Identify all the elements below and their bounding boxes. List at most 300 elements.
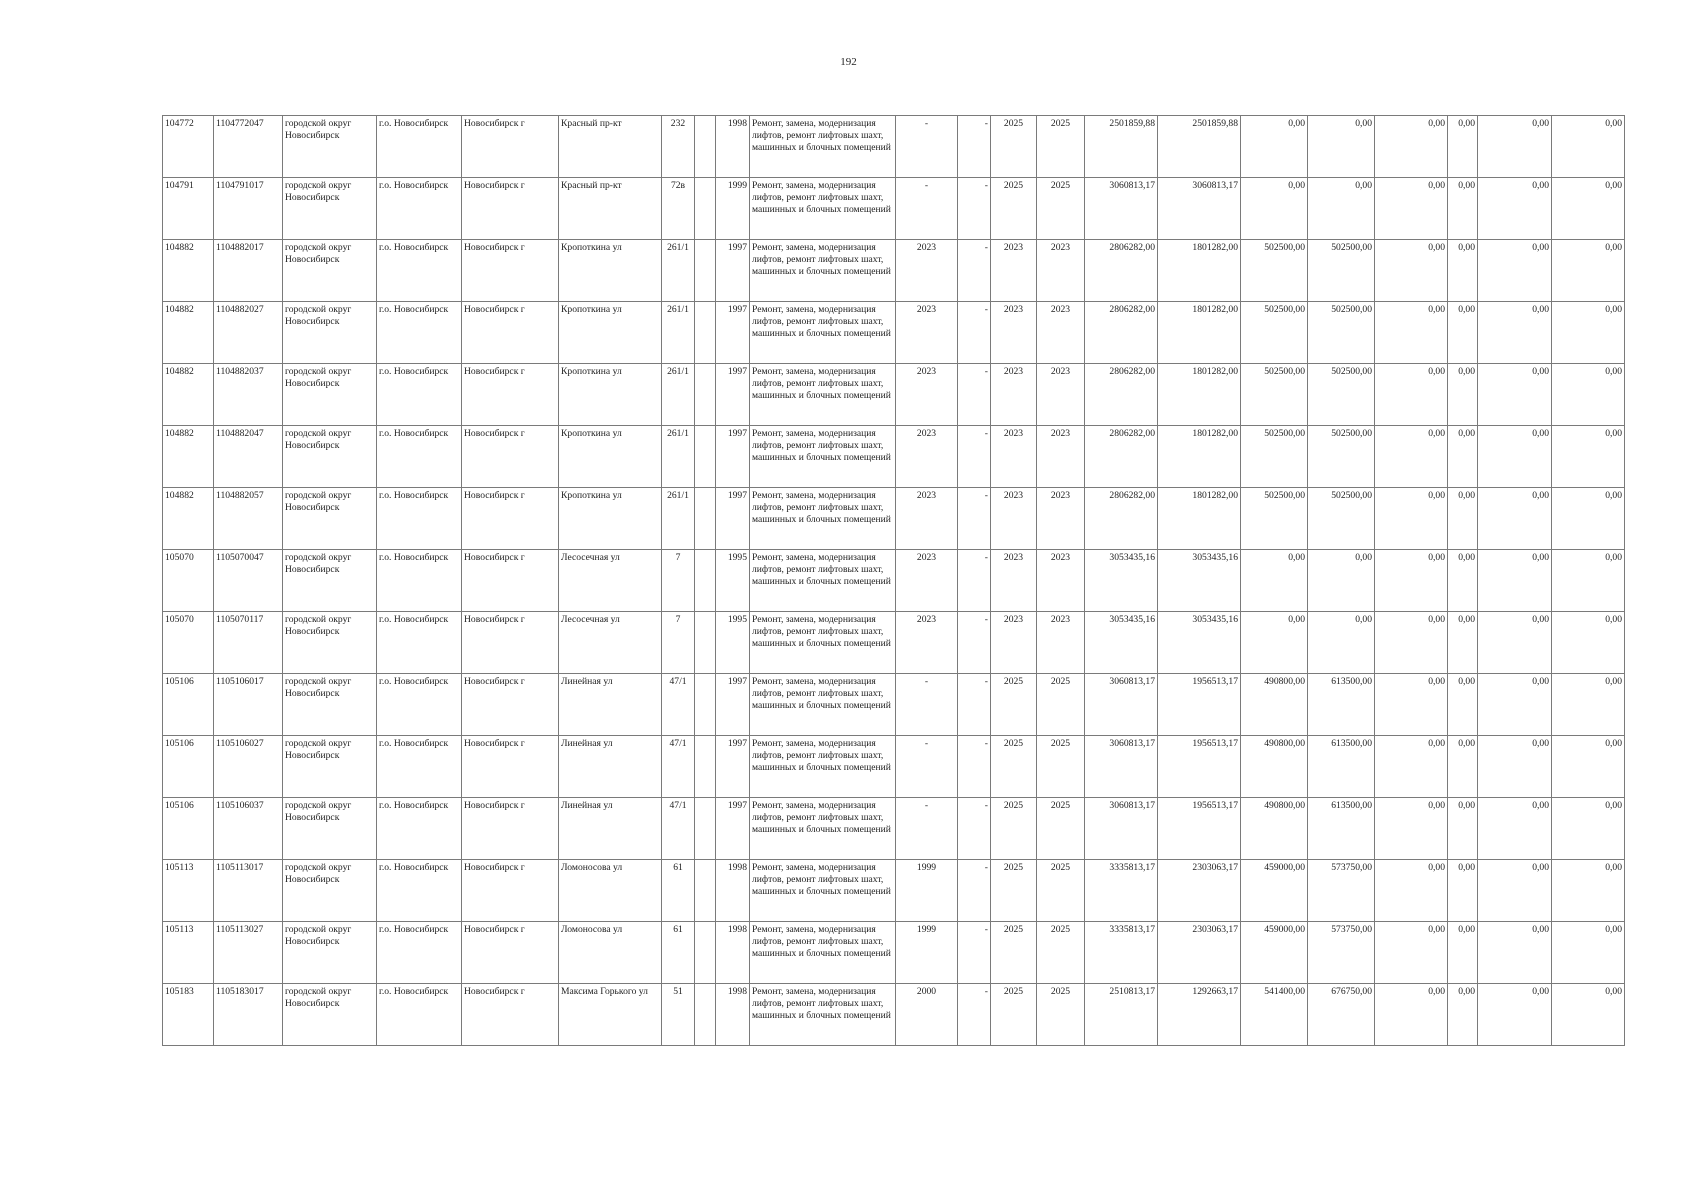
cell-settlement: Новосибирск г	[462, 984, 559, 1046]
cell-fund-amount: 1956513,17	[1158, 674, 1241, 736]
cell-other-funds: 0,00	[1375, 612, 1448, 674]
cell-house-code: 1104882047	[214, 426, 283, 488]
cell-house-code: 1105106027	[214, 736, 283, 798]
cell-col-21: 0,00	[1478, 612, 1552, 674]
cell-fund-amount: 2501859,88	[1158, 116, 1241, 178]
cell-subsidy-amount-1: 0,00	[1241, 612, 1308, 674]
cell-other-funds: 0,00	[1375, 798, 1448, 860]
cell-record-id: 104882	[163, 302, 214, 364]
cell-subsidy-amount-2: 502500,00	[1308, 426, 1375, 488]
cell-col-22: 0,00	[1552, 860, 1625, 922]
cell-planned-end-year: 2025	[1037, 736, 1085, 798]
cell-work-type: Ремонт, замена, модернизация лифтов, ремонт лифтовых шахт, машинных и блочных помещений	[750, 302, 896, 364]
cell-planned-start-year: 2023	[991, 550, 1037, 612]
cell-fund-amount: 1801282,00	[1158, 302, 1241, 364]
cell-col-20: 0,00	[1448, 860, 1478, 922]
cell-municipal-short: г.о. Новосибирск	[377, 364, 462, 426]
cell-subsidy-amount-2: 502500,00	[1308, 240, 1375, 302]
cell-settlement: Новосибирск г	[462, 798, 559, 860]
cell-house-number: 51	[662, 984, 695, 1046]
cell-blank-mark: -	[958, 798, 991, 860]
cell-house-code: 1104882017	[214, 240, 283, 302]
cell-col-20: 0,00	[1448, 984, 1478, 1046]
cell-record-id: 105113	[163, 922, 214, 984]
cell-building	[695, 984, 716, 1046]
cell-work-type: Ремонт, замена, модернизация лифтов, ремонт лифтовых шахт, машинных и блочных помещений	[750, 488, 896, 550]
table-row	[163, 798, 1625, 860]
cell-settlement: Новосибирск г	[462, 860, 559, 922]
cell-col-21: 0,00	[1478, 426, 1552, 488]
cell-blank-mark: -	[958, 612, 991, 674]
cell-planned-start-year: 2023	[991, 426, 1037, 488]
cell-work-type: Ремонт, замена, модернизация лифтов, ремонт лифтовых шахт, машинных и блочных помещений	[750, 860, 896, 922]
cell-work-type: Ремонт, замена, модернизация лифтов, ремонт лифтовых шахт, машинных и блочных помещений	[750, 178, 896, 240]
cell-settlement: Новосибирск г	[462, 426, 559, 488]
cell-prev-repair-year: 2023	[896, 612, 958, 674]
cell-col-20: 0,00	[1448, 922, 1478, 984]
cell-municipality: городской округ Новосибирск	[283, 860, 377, 922]
cell-building	[695, 674, 716, 736]
cell-work-type: Ремонт, замена, модернизация лифтов, ремонт лифтовых шахт, машинных и блочных помещений	[750, 674, 896, 736]
cell-planned-end-year: 2025	[1037, 178, 1085, 240]
cell-prev-repair-year: -	[896, 798, 958, 860]
cell-house-code: 1104772047	[214, 116, 283, 178]
cell-total-cost: 3060813,17	[1085, 736, 1158, 798]
cell-settlement: Новосибирск г	[462, 302, 559, 364]
cell-work-type: Ремонт, замена, модернизация лифтов, ремонт лифтовых шахт, машинных и блочных помещений	[750, 550, 896, 612]
cell-prev-repair-year: -	[896, 178, 958, 240]
cell-col-21: 0,00	[1478, 674, 1552, 736]
cell-col-22: 0,00	[1552, 302, 1625, 364]
cell-house-number: 261/1	[662, 488, 695, 550]
cell-house-code: 1105106017	[214, 674, 283, 736]
cell-total-cost: 3335813,17	[1085, 922, 1158, 984]
cell-work-type: Ремонт, замена, модернизация лифтов, ремонт лифтовых шахт, машинных и блочных помещений	[750, 426, 896, 488]
cell-other-funds: 0,00	[1375, 922, 1448, 984]
cell-fund-amount: 1801282,00	[1158, 240, 1241, 302]
cell-blank-mark: -	[958, 674, 991, 736]
cell-work-type: Ремонт, замена, модернизация лифтов, ремонт лифтовых шахт, машинных и блочных помещений	[750, 364, 896, 426]
cell-work-type: Ремонт, замена, модернизация лифтов, ремонт лифтовых шахт, машинных и блочных помещений	[750, 922, 896, 984]
cell-house-code: 1105183017	[214, 984, 283, 1046]
cell-municipality: городской округ Новосибирск	[283, 550, 377, 612]
cell-house-number: 72в	[662, 178, 695, 240]
cell-work-type: Ремонт, замена, модернизация лифтов, ремонт лифтовых шахт, машинных и блочных помещений	[750, 984, 896, 1046]
cell-subsidy-amount-1: 0,00	[1241, 116, 1308, 178]
cell-record-id: 105106	[163, 798, 214, 860]
cell-street: Лесосечная ул	[559, 612, 662, 674]
cell-subsidy-amount-1: 490800,00	[1241, 798, 1308, 860]
cell-col-20: 0,00	[1448, 116, 1478, 178]
cell-year-built: 1997	[716, 302, 750, 364]
cell-subsidy-amount-2: 0,00	[1308, 116, 1375, 178]
cell-blank-mark: -	[958, 178, 991, 240]
cell-street: Лесосечная ул	[559, 550, 662, 612]
cell-house-number: 261/1	[662, 240, 695, 302]
cell-blank-mark: -	[958, 364, 991, 426]
cell-record-id: 104882	[163, 240, 214, 302]
cell-prev-repair-year: 2023	[896, 488, 958, 550]
cell-municipality: городской округ Новосибирск	[283, 116, 377, 178]
cell-col-20: 0,00	[1448, 364, 1478, 426]
cell-subsidy-amount-2: 613500,00	[1308, 798, 1375, 860]
cell-municipality: городской округ Новосибирск	[283, 736, 377, 798]
cell-street: Максима Горького ул	[559, 984, 662, 1046]
cell-planned-start-year: 2025	[991, 922, 1037, 984]
cell-municipal-short: г.о. Новосибирск	[377, 674, 462, 736]
cell-other-funds: 0,00	[1375, 550, 1448, 612]
cell-col-21: 0,00	[1478, 302, 1552, 364]
cell-fund-amount: 1801282,00	[1158, 426, 1241, 488]
cell-year-built: 1998	[716, 984, 750, 1046]
cell-municipal-short: г.о. Новосибирск	[377, 736, 462, 798]
cell-subsidy-amount-1: 0,00	[1241, 550, 1308, 612]
cell-year-built: 1998	[716, 922, 750, 984]
cell-house-number: 261/1	[662, 426, 695, 488]
table-row	[163, 736, 1625, 798]
cell-building	[695, 736, 716, 798]
cell-col-20: 0,00	[1448, 798, 1478, 860]
cell-year-built: 1995	[716, 550, 750, 612]
cell-col-21: 0,00	[1478, 116, 1552, 178]
cell-fund-amount: 2303063,17	[1158, 860, 1241, 922]
cell-prev-repair-year: -	[896, 736, 958, 798]
cell-fund-amount: 2303063,17	[1158, 922, 1241, 984]
cell-municipality: городской округ Новосибирск	[283, 612, 377, 674]
cell-municipality: городской округ Новосибирск	[283, 178, 377, 240]
table-row	[163, 550, 1625, 612]
cell-blank-mark: -	[958, 302, 991, 364]
cell-planned-end-year: 2023	[1037, 550, 1085, 612]
cell-year-built: 1997	[716, 426, 750, 488]
cell-planned-end-year: 2023	[1037, 426, 1085, 488]
cell-prev-repair-year: 1999	[896, 860, 958, 922]
cell-planned-start-year: 2023	[991, 612, 1037, 674]
cell-municipal-short: г.о. Новосибирск	[377, 488, 462, 550]
cell-settlement: Новосибирск г	[462, 550, 559, 612]
cell-house-number: 7	[662, 550, 695, 612]
cell-prev-repair-year: -	[896, 116, 958, 178]
cell-subsidy-amount-2: 0,00	[1308, 612, 1375, 674]
cell-municipal-short: г.о. Новосибирск	[377, 860, 462, 922]
cell-settlement: Новосибирск г	[462, 116, 559, 178]
cell-street: Кропоткина ул	[559, 240, 662, 302]
cell-col-20: 0,00	[1448, 736, 1478, 798]
cell-col-22: 0,00	[1552, 612, 1625, 674]
cell-municipal-short: г.о. Новосибирск	[377, 240, 462, 302]
cell-house-code: 1105070117	[214, 612, 283, 674]
cell-house-number: 261/1	[662, 364, 695, 426]
cell-fund-amount: 3053435,16	[1158, 550, 1241, 612]
cell-prev-repair-year: 2023	[896, 302, 958, 364]
cell-col-21: 0,00	[1478, 550, 1552, 612]
cell-street: Ломоносова ул	[559, 922, 662, 984]
cell-street: Кропоткина ул	[559, 302, 662, 364]
cell-other-funds: 0,00	[1375, 178, 1448, 240]
cell-year-built: 1998	[716, 116, 750, 178]
cell-col-21: 0,00	[1478, 240, 1552, 302]
cell-planned-end-year: 2025	[1037, 860, 1085, 922]
cell-total-cost: 3053435,16	[1085, 550, 1158, 612]
cell-total-cost: 3053435,16	[1085, 612, 1158, 674]
cell-total-cost: 2806282,00	[1085, 240, 1158, 302]
cell-record-id: 105113	[163, 860, 214, 922]
cell-planned-end-year: 2023	[1037, 364, 1085, 426]
cell-municipality: городской округ Новосибирск	[283, 488, 377, 550]
cell-year-built: 1995	[716, 612, 750, 674]
cell-col-21: 0,00	[1478, 860, 1552, 922]
cell-municipality: городской округ Новосибирск	[283, 798, 377, 860]
cell-house-number: 47/1	[662, 674, 695, 736]
cell-municipality: городской округ Новосибирск	[283, 674, 377, 736]
cell-house-code: 1105113027	[214, 922, 283, 984]
cell-house-number: 61	[662, 922, 695, 984]
cell-col-22: 0,00	[1552, 922, 1625, 984]
cell-subsidy-amount-2: 573750,00	[1308, 860, 1375, 922]
cell-municipal-short: г.о. Новосибирск	[377, 984, 462, 1046]
cell-planned-start-year: 2025	[991, 674, 1037, 736]
cell-municipal-short: г.о. Новосибирск	[377, 302, 462, 364]
cell-record-id: 105070	[163, 612, 214, 674]
table-row	[163, 302, 1625, 364]
cell-year-built: 1997	[716, 798, 750, 860]
cell-total-cost: 3060813,17	[1085, 674, 1158, 736]
cell-street: Линейная ул	[559, 674, 662, 736]
cell-municipality: городской округ Новосибирск	[283, 240, 377, 302]
cell-other-funds: 0,00	[1375, 302, 1448, 364]
cell-col-21: 0,00	[1478, 984, 1552, 1046]
cell-settlement: Новосибирск г	[462, 612, 559, 674]
cell-record-id: 105183	[163, 984, 214, 1046]
cell-other-funds: 0,00	[1375, 488, 1448, 550]
cell-subsidy-amount-2: 502500,00	[1308, 364, 1375, 426]
cell-building	[695, 426, 716, 488]
cell-subsidy-amount-2: 613500,00	[1308, 736, 1375, 798]
cell-prev-repair-year: 2023	[896, 240, 958, 302]
cell-planned-end-year: 2025	[1037, 798, 1085, 860]
cell-municipality: городской округ Новосибирск	[283, 426, 377, 488]
cell-municipality: городской округ Новосибирск	[283, 984, 377, 1046]
cell-subsidy-amount-2: 613500,00	[1308, 674, 1375, 736]
cell-col-22: 0,00	[1552, 984, 1625, 1046]
cell-planned-start-year: 2025	[991, 178, 1037, 240]
cell-municipality: городской округ Новосибирск	[283, 922, 377, 984]
cell-planned-end-year: 2025	[1037, 116, 1085, 178]
cell-planned-end-year: 2025	[1037, 984, 1085, 1046]
cell-record-id: 104772	[163, 116, 214, 178]
cell-blank-mark: -	[958, 736, 991, 798]
cell-year-built: 1997	[716, 240, 750, 302]
cell-total-cost: 3060813,17	[1085, 178, 1158, 240]
cell-blank-mark: -	[958, 984, 991, 1046]
cell-fund-amount: 1801282,00	[1158, 488, 1241, 550]
table-row	[163, 860, 1625, 922]
registry-table	[162, 115, 1625, 1046]
cell-fund-amount: 1801282,00	[1158, 364, 1241, 426]
cell-house-code: 1105113017	[214, 860, 283, 922]
cell-record-id: 104882	[163, 426, 214, 488]
cell-col-21: 0,00	[1478, 922, 1552, 984]
table-row	[163, 922, 1625, 984]
cell-planned-start-year: 2023	[991, 302, 1037, 364]
cell-street: Красный пр-кт	[559, 178, 662, 240]
cell-building	[695, 550, 716, 612]
cell-col-20: 0,00	[1448, 674, 1478, 736]
page-number: 192	[840, 56, 857, 68]
cell-building	[695, 488, 716, 550]
cell-prev-repair-year: 2023	[896, 364, 958, 426]
cell-col-22: 0,00	[1552, 736, 1625, 798]
cell-total-cost: 2806282,00	[1085, 302, 1158, 364]
cell-col-22: 0,00	[1552, 364, 1625, 426]
cell-settlement: Новосибирск г	[462, 240, 559, 302]
cell-col-22: 0,00	[1552, 488, 1625, 550]
cell-planned-start-year: 2023	[991, 240, 1037, 302]
cell-street: Линейная ул	[559, 798, 662, 860]
cell-other-funds: 0,00	[1375, 116, 1448, 178]
cell-work-type: Ремонт, замена, модернизация лифтов, ремонт лифтовых шахт, машинных и блочных помещений	[750, 798, 896, 860]
cell-total-cost: 3335813,17	[1085, 860, 1158, 922]
cell-prev-repair-year: -	[896, 674, 958, 736]
cell-house-number: 232	[662, 116, 695, 178]
cell-building	[695, 364, 716, 426]
cell-year-built: 1999	[716, 178, 750, 240]
cell-house-number: 47/1	[662, 798, 695, 860]
table-row	[163, 488, 1625, 550]
cell-total-cost: 2510813,17	[1085, 984, 1158, 1046]
cell-blank-mark: -	[958, 922, 991, 984]
cell-subsidy-amount-1: 490800,00	[1241, 674, 1308, 736]
cell-planned-start-year: 2025	[991, 984, 1037, 1046]
cell-house-number: 47/1	[662, 736, 695, 798]
table-row	[163, 612, 1625, 674]
cell-record-id: 105106	[163, 674, 214, 736]
cell-planned-end-year: 2023	[1037, 240, 1085, 302]
cell-fund-amount: 1956513,17	[1158, 798, 1241, 860]
cell-street: Красный пр-кт	[559, 116, 662, 178]
cell-work-type: Ремонт, замена, модернизация лифтов, ремонт лифтовых шахт, машинных и блочных помещений	[750, 240, 896, 302]
cell-house-code: 1104882027	[214, 302, 283, 364]
cell-planned-start-year: 2025	[991, 736, 1037, 798]
cell-blank-mark: -	[958, 488, 991, 550]
cell-other-funds: 0,00	[1375, 860, 1448, 922]
cell-blank-mark: -	[958, 550, 991, 612]
cell-other-funds: 0,00	[1375, 364, 1448, 426]
cell-blank-mark: -	[958, 426, 991, 488]
cell-subsidy-amount-1: 490800,00	[1241, 736, 1308, 798]
cell-subsidy-amount-1: 502500,00	[1241, 364, 1308, 426]
cell-col-20: 0,00	[1448, 612, 1478, 674]
cell-record-id: 105106	[163, 736, 214, 798]
cell-street: Линейная ул	[559, 736, 662, 798]
cell-municipal-short: г.о. Новосибирск	[377, 922, 462, 984]
cell-municipal-short: г.о. Новосибирск	[377, 612, 462, 674]
table-row	[163, 426, 1625, 488]
cell-total-cost: 2501859,88	[1085, 116, 1158, 178]
cell-settlement: Новосибирск г	[462, 178, 559, 240]
cell-house-code: 1105106037	[214, 798, 283, 860]
cell-building	[695, 860, 716, 922]
cell-prev-repair-year: 1999	[896, 922, 958, 984]
table-row	[163, 240, 1625, 302]
cell-street: Кропоткина ул	[559, 364, 662, 426]
cell-other-funds: 0,00	[1375, 674, 1448, 736]
cell-record-id: 105070	[163, 550, 214, 612]
cell-subsidy-amount-1: 0,00	[1241, 178, 1308, 240]
cell-settlement: Новосибирск г	[462, 736, 559, 798]
table-row	[163, 674, 1625, 736]
cell-total-cost: 2806282,00	[1085, 426, 1158, 488]
cell-col-22: 0,00	[1552, 798, 1625, 860]
cell-building	[695, 178, 716, 240]
cell-building	[695, 922, 716, 984]
cell-other-funds: 0,00	[1375, 426, 1448, 488]
cell-work-type: Ремонт, замена, модернизация лифтов, ремонт лифтовых шахт, машинных и блочных помещений	[750, 612, 896, 674]
cell-other-funds: 0,00	[1375, 736, 1448, 798]
cell-municipal-short: г.о. Новосибирск	[377, 550, 462, 612]
cell-subsidy-amount-2: 502500,00	[1308, 302, 1375, 364]
registry-table-body	[163, 116, 1625, 1046]
cell-fund-amount: 3060813,17	[1158, 178, 1241, 240]
cell-building	[695, 116, 716, 178]
cell-fund-amount: 3053435,16	[1158, 612, 1241, 674]
cell-subsidy-amount-1: 541400,00	[1241, 984, 1308, 1046]
cell-col-20: 0,00	[1448, 240, 1478, 302]
cell-col-20: 0,00	[1448, 550, 1478, 612]
cell-building	[695, 302, 716, 364]
cell-planned-start-year: 2023	[991, 488, 1037, 550]
cell-col-22: 0,00	[1552, 116, 1625, 178]
cell-subsidy-amount-1: 502500,00	[1241, 302, 1308, 364]
cell-subsidy-amount-2: 676750,00	[1308, 984, 1375, 1046]
cell-year-built: 1997	[716, 364, 750, 426]
cell-blank-mark: -	[958, 860, 991, 922]
table-row	[163, 178, 1625, 240]
cell-street: Ломоносова ул	[559, 860, 662, 922]
cell-col-20: 0,00	[1448, 178, 1478, 240]
cell-planned-end-year: 2023	[1037, 302, 1085, 364]
cell-year-built: 1998	[716, 860, 750, 922]
cell-subsidy-amount-2: 573750,00	[1308, 922, 1375, 984]
cell-street: Кропоткина ул	[559, 488, 662, 550]
table-row	[163, 984, 1625, 1046]
cell-building	[695, 240, 716, 302]
cell-fund-amount: 1292663,17	[1158, 984, 1241, 1046]
cell-col-20: 0,00	[1448, 488, 1478, 550]
cell-col-22: 0,00	[1552, 178, 1625, 240]
cell-municipality: городской округ Новосибирск	[283, 302, 377, 364]
cell-fund-amount: 1956513,17	[1158, 736, 1241, 798]
cell-work-type: Ремонт, замена, модернизация лифтов, ремонт лифтовых шахт, машинных и блочных помещений	[750, 736, 896, 798]
cell-col-22: 0,00	[1552, 550, 1625, 612]
cell-planned-end-year: 2025	[1037, 922, 1085, 984]
cell-record-id: 104791	[163, 178, 214, 240]
table-row	[163, 364, 1625, 426]
cell-other-funds: 0,00	[1375, 984, 1448, 1046]
cell-col-21: 0,00	[1478, 178, 1552, 240]
cell-subsidy-amount-1: 459000,00	[1241, 922, 1308, 984]
cell-total-cost: 2806282,00	[1085, 364, 1158, 426]
cell-record-id: 104882	[163, 364, 214, 426]
cell-settlement: Новосибирск г	[462, 674, 559, 736]
cell-subsidy-amount-2: 0,00	[1308, 178, 1375, 240]
cell-house-number: 7	[662, 612, 695, 674]
table-row	[163, 116, 1625, 178]
cell-col-21: 0,00	[1478, 488, 1552, 550]
cell-house-code: 1104882037	[214, 364, 283, 426]
cell-planned-start-year: 2025	[991, 116, 1037, 178]
cell-house-number: 61	[662, 860, 695, 922]
